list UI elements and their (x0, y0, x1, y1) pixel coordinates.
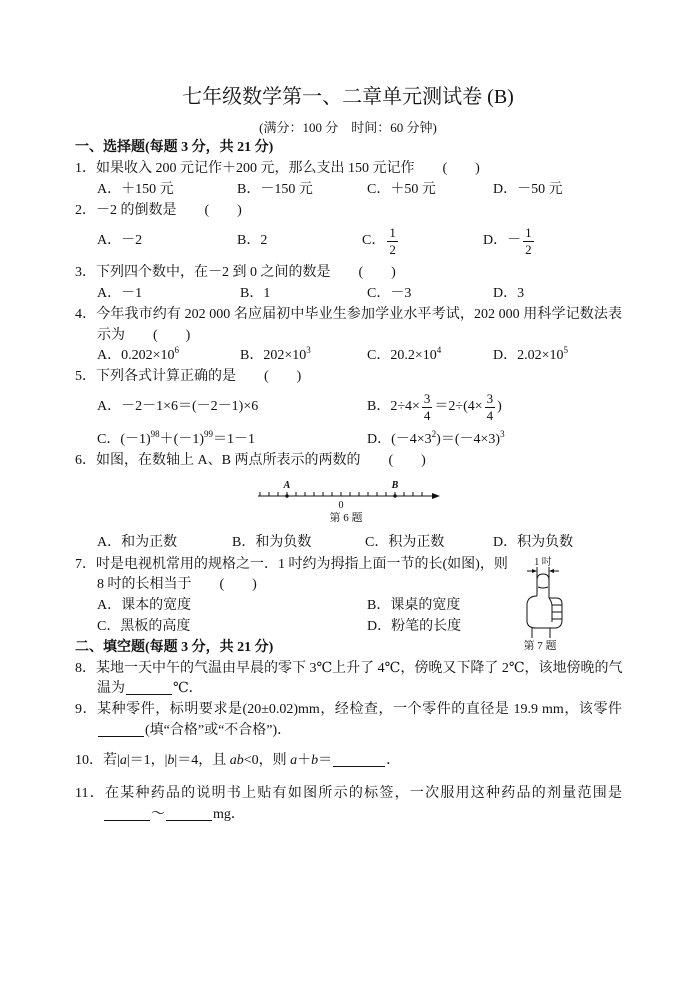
question-5-option-a (97, 387, 258, 427)
fraction-numerator: 3 (423, 390, 431, 406)
question-7-option-d: D．粉笔的长度 (367, 619, 462, 634)
variable-ab: ab (229, 753, 244, 768)
option-text: A．－2 (97, 233, 143, 248)
question-7-option-b: B．课桌的宽度 (367, 598, 461, 613)
question-11-line-2 (103, 805, 245, 825)
exponent: 99 (204, 429, 213, 439)
number-line-figure (255, 476, 441, 510)
option-text: ) (497, 399, 502, 414)
question-8-text: ℃． (173, 681, 203, 696)
finger-edge (549, 598, 552, 622)
exponent: 4 (436, 345, 442, 355)
question-7-stem-line-2: 8 吋的长相当于 ( ) (97, 577, 257, 592)
option-text: D．(－4×3 (367, 432, 432, 447)
answer-blank (333, 752, 385, 767)
dimension-label: 1 吋 (534, 557, 552, 568)
option-base: D．2.02×10 (493, 348, 564, 363)
point-a-label: A (283, 480, 291, 491)
fraction (485, 391, 496, 424)
question-4-option-a (97, 346, 179, 366)
option-text: B．2 (237, 233, 268, 248)
question-9-line-2 (97, 721, 291, 741)
answer-blank (98, 722, 144, 737)
origin-label: 0 (338, 500, 344, 511)
number-line-ticks (260, 492, 422, 496)
exponent: 6 (174, 345, 180, 355)
option-text: ＝2÷(4× (434, 399, 483, 414)
point-b-marker (393, 494, 396, 497)
question-7-stem-line-1: 7．吋是电视机常用的规格之一．1 吋约为拇指上面一节的长(如图)，则 (75, 557, 508, 572)
question-8-line-1: 8．某地一天中午的气温由早晨的零下 3℃上升了 4℃，傍晚又下降了 2℃，该地傍晚的气 (75, 661, 623, 676)
question-6-stem: 6．如图，在数轴上 A、B 两点所表示的两数的 ( ) (75, 453, 426, 468)
exponent: 5 (563, 345, 569, 355)
arrow-left-icon (549, 569, 554, 573)
section-heading-fill: 二、填空题(每题 3 分，共 21 分) (75, 640, 274, 655)
option-base: B．202×10 (240, 348, 307, 363)
option-text: )＝(－4×3) (436, 432, 501, 447)
question-3-option-c: C．－3 (367, 286, 412, 301)
question-1-stem: 1．如果收入 200 元记作＋200 元，那么支出 150 元记作 ( ) (75, 161, 480, 176)
question-2-option-c (362, 221, 400, 261)
fraction-numerator: 1 (389, 224, 396, 240)
question-2-stem: 2．－2 的倒数是 ( ) (75, 203, 242, 218)
fraction-denominator: 4 (486, 407, 494, 423)
question-10-text: |＝1，| (126, 753, 168, 768)
question-10-text: |＝4，且 (174, 753, 230, 768)
fraction-numerator: 3 (486, 390, 494, 406)
figure-6-caption: 第 6 题 (329, 512, 363, 524)
answer-blank (126, 680, 172, 695)
option-base: C．20.2×10 (367, 348, 437, 363)
question-11-text: mg． (213, 807, 245, 822)
variable-a: a (119, 753, 127, 768)
exam-title: 七年级数学第一、二章单元测试卷 (B) (182, 86, 514, 108)
question-1-option-d: D．－50 元 (493, 182, 563, 197)
finger-creases (552, 605, 562, 619)
figure-7-caption: 第 7 题 (523, 640, 557, 652)
fraction (387, 225, 398, 258)
question-6-option-c: C．积为正数 (365, 535, 445, 550)
question-9-text: (填“合格”或“不合格”)． (145, 723, 292, 738)
option-text: A．－2－1×6＝(－2－1)×6 (97, 399, 259, 414)
point-a-marker (285, 494, 288, 497)
question-9-line-1: 9．某种零件，标明要求是(20±0.02)mm，经检查，一个零件的直径是 19.9 mm，该零件 (75, 702, 622, 717)
question-4-stem-line-2: 示为 ( ) (97, 328, 191, 343)
option-text: C． (362, 233, 386, 248)
exponent: 98 (150, 429, 160, 439)
section-heading-choice: 一、选择题(每题 3 分，共 21 分) (75, 140, 274, 155)
question-5-stem: 5．下列各式计算正确的是 ( ) (75, 369, 302, 384)
question-3-stem: 3．下列四个数中，在－2 到 0 之间的数是 ( ) (75, 265, 396, 280)
thumb-figure (512, 556, 574, 640)
variable-a: a (290, 753, 298, 768)
arrow-right-icon (532, 569, 537, 573)
question-1-option-c: C．＋50 元 (367, 182, 436, 197)
answer-blank (166, 806, 212, 821)
question-5-option-d (367, 430, 505, 450)
exponent: 3 (306, 345, 311, 355)
question-10-text: ＋ (297, 753, 312, 768)
fraction (523, 225, 534, 258)
point-b-label: B (391, 480, 399, 491)
question-10-text: ＝ (318, 753, 333, 768)
question-7-option-a: A．课本的宽度 (97, 598, 192, 613)
fraction-numerator: 1 (525, 224, 532, 240)
question-11-line-1: 11．在某种药品的说明书上贴有如图所示的标签，一次服用这种药品的剂量范围是 (75, 786, 622, 801)
question-3-option-a: A．－1 (97, 286, 143, 301)
thumb-joint (538, 587, 548, 588)
question-7-option-c: C．黑板的高度 (97, 619, 191, 634)
question-6-option-b: B．和为负数 (232, 535, 312, 550)
option-base: A．0.202×10 (97, 348, 175, 363)
question-4-option-c (367, 346, 441, 366)
question-4-option-d (493, 346, 568, 366)
variable-b: b (167, 753, 175, 768)
option-text: ＝1－1 (213, 432, 255, 447)
question-4-option-b (240, 346, 311, 366)
question-2-option-a (97, 221, 142, 261)
question-8-text: 温为 (97, 681, 125, 696)
question-3-option-d: D．3 (493, 286, 525, 301)
question-10-text: 10．若| (75, 753, 120, 768)
question-6-option-a: A．和为正数 (97, 535, 178, 550)
option-text: ＋(－1) (159, 432, 204, 447)
question-10-text: ． (386, 753, 401, 768)
question-4-stem-line-1: 4．今年我市约有 202 000 名应届初中毕业生参加学业水平考试，202 000 用科学记数法表 (75, 307, 622, 322)
question-11-text: ～ (151, 807, 165, 822)
number-line-arrow (432, 493, 440, 499)
exponent: 2 (431, 429, 437, 439)
question-5-option-c (97, 430, 255, 450)
question-10-text: <0，则 (243, 753, 291, 768)
question-2-option-b (237, 221, 267, 261)
fraction (422, 391, 433, 424)
question-10 (75, 751, 400, 771)
question-1-option-a: A．＋150 元 (97, 182, 174, 197)
option-text: B．2÷4× (367, 399, 420, 414)
exponent: 3 (500, 429, 505, 439)
question-8-line-2 (97, 679, 203, 699)
option-text: C．(－1) (97, 432, 151, 447)
wrist-lines (532, 628, 550, 638)
thumb-outline (537, 574, 549, 598)
exam-subtitle: (满分：100 分 时间：60 分钟) (259, 120, 437, 135)
question-1-option-b: B．－150 元 (237, 182, 313, 197)
option-text: D．－ (483, 233, 522, 248)
variable-b: b (311, 753, 319, 768)
question-6-option-d: D．积为负数 (493, 535, 574, 550)
answer-blank (104, 806, 150, 821)
question-2-option-d (483, 221, 536, 261)
question-3-option-b: B．1 (240, 286, 271, 301)
question-5-option-b (367, 387, 502, 427)
fraction-denominator: 2 (525, 241, 532, 257)
fraction-denominator: 4 (423, 407, 431, 423)
fraction-denominator: 2 (389, 241, 396, 257)
